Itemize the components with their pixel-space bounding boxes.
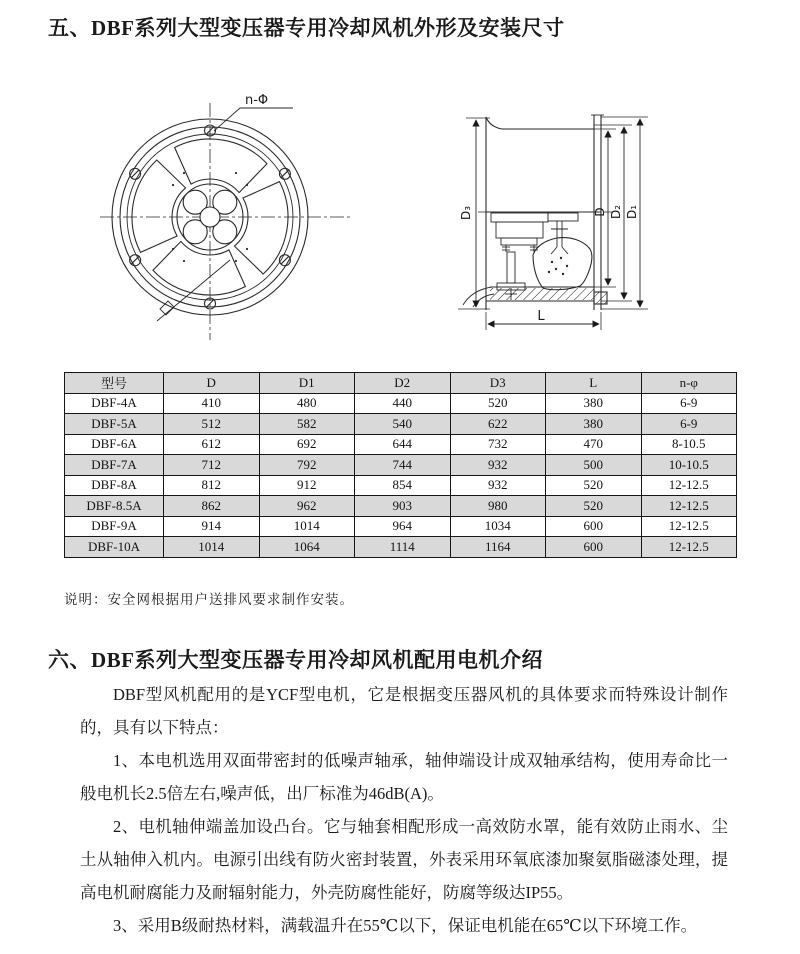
dim-label-d1: D₁	[625, 204, 639, 220]
paragraph-feature-1: 1、本电机选用双面带密封的低噪声轴承，轴伸端设计成双轴承结构，使用寿命比一般电机长2.5倍左右,噪声低，出厂标准为46dB(A)。	[80, 751, 728, 803]
cell-model: DBF-5A	[65, 414, 164, 435]
cell: 1114	[355, 537, 451, 558]
cell: 622	[450, 414, 546, 435]
dimension-table	[64, 372, 737, 558]
cell: 1064	[259, 537, 355, 558]
cell: 380	[546, 393, 642, 414]
blade-section-dots	[548, 257, 568, 275]
cell: 1014	[164, 537, 260, 558]
col-header-l: L	[546, 373, 642, 394]
cell: 712	[164, 455, 260, 476]
cell: 1164	[450, 537, 546, 558]
table-row	[65, 414, 737, 435]
cell: 12-12.5	[641, 475, 737, 496]
cell: 470	[546, 434, 642, 455]
cell-model: DBF-4A	[65, 393, 164, 414]
cell: 1014	[259, 516, 355, 537]
cell: 980	[450, 496, 546, 517]
cell: 912	[259, 475, 355, 496]
cell: 582	[259, 414, 355, 435]
section5-heading: 五、DBF系列大型变压器专用冷却风机外形及安装尺寸	[48, 16, 565, 40]
cell: 12-12.5	[641, 537, 737, 558]
cell: 540	[355, 414, 451, 435]
cell: 962	[259, 496, 355, 517]
cell: 480	[259, 393, 355, 414]
cell: 520	[450, 393, 546, 414]
dim-label-d2: D₂	[609, 204, 623, 220]
blade-hub	[548, 213, 578, 254]
base-plate	[463, 287, 607, 307]
cell: 932	[450, 475, 546, 496]
dim-label-d: D	[593, 207, 607, 217]
cell: 964	[355, 516, 451, 537]
table-row	[65, 516, 737, 537]
cell: 644	[355, 434, 451, 455]
section6-heading: 六、DBF系列大型变压器专用冷却风机配用电机介绍	[48, 648, 543, 672]
dim-label-l: L	[537, 309, 545, 324]
cell: 744	[355, 455, 451, 476]
col-header-d3: D3	[450, 373, 546, 394]
table-note: 说明：安全网根据用户送排风要求制作安装。	[64, 592, 354, 607]
cell: 6-9	[641, 393, 737, 414]
cell: 812	[164, 475, 260, 496]
cell: 500	[546, 455, 642, 476]
hole-count-label: n-Φ	[245, 93, 269, 108]
col-header-d2: D2	[355, 373, 451, 394]
fan-side-view-drawing	[458, 115, 648, 330]
cell: 520	[546, 475, 642, 496]
col-header-nphi: n-φ	[641, 373, 737, 394]
table-row	[65, 537, 737, 558]
motor-description	[80, 678, 728, 942]
cell: 512	[164, 414, 260, 435]
cell: 380	[546, 414, 642, 435]
table-row	[65, 455, 737, 476]
cell: 612	[164, 434, 260, 455]
cell: 12-12.5	[641, 516, 737, 537]
table-header-row	[65, 373, 737, 394]
fan-front-view-drawing	[100, 93, 350, 340]
table-row	[65, 496, 737, 517]
cell: 792	[259, 455, 355, 476]
table-row	[65, 475, 737, 496]
paragraph-intro: DBF型风机配用的是YCF型电机，它是根据变压器风机的具体要求而特殊设计制作的，具有以下特点：	[80, 685, 728, 737]
cell: 410	[164, 393, 260, 414]
cell: 600	[546, 516, 642, 537]
table-row	[65, 434, 737, 455]
cell-model: DBF-7A	[65, 455, 164, 476]
cell-model: DBF-8A	[65, 475, 164, 496]
cell-model: DBF-9A	[65, 516, 164, 537]
table-row	[65, 393, 737, 414]
cell: 914	[164, 516, 260, 537]
cell: 12-12.5	[641, 496, 737, 517]
col-header-d: D	[164, 373, 260, 394]
cell: 10-10.5	[641, 455, 737, 476]
cell: 440	[355, 393, 451, 414]
cell: 903	[355, 496, 451, 517]
cell: 8-10.5	[641, 434, 737, 455]
col-header-model: 型号	[65, 373, 164, 394]
cell-model: DBF-6A	[65, 434, 164, 455]
cell-model: DBF-8.5A	[65, 496, 164, 517]
col-header-d1: D1	[259, 373, 355, 394]
paragraph-feature-2: 2、电机轴伸端盖加设凸台。它与轴套相配形成一高效防水罩，能有效防止雨水、尘土从轴伸入机内。电源引出线有防火密封装置，外表采用环氧底漆加聚氨脂磁漆处理，提高电机耐腐能力及耐辐射能力，外壳防腐性能好，防腐等级达IP55。	[80, 817, 728, 902]
cell: 1034	[450, 516, 546, 537]
technical-drawings	[0, 0, 800, 360]
cell: 732	[450, 434, 546, 455]
cell: 932	[450, 455, 546, 476]
cell: 862	[164, 496, 260, 517]
dim-label-d3: D₃	[459, 205, 473, 221]
cell: 692	[259, 434, 355, 455]
cell: 6-9	[641, 414, 737, 435]
cell-model: DBF-10A	[65, 537, 164, 558]
paragraph-feature-3: 3、采用B级耐热材料，满载温升在55℃以下，保证电机能在65℃以下环境工作。	[113, 916, 698, 935]
cell: 854	[355, 475, 451, 496]
cell: 600	[546, 537, 642, 558]
cell: 520	[546, 496, 642, 517]
hole-count-callout	[214, 93, 293, 131]
